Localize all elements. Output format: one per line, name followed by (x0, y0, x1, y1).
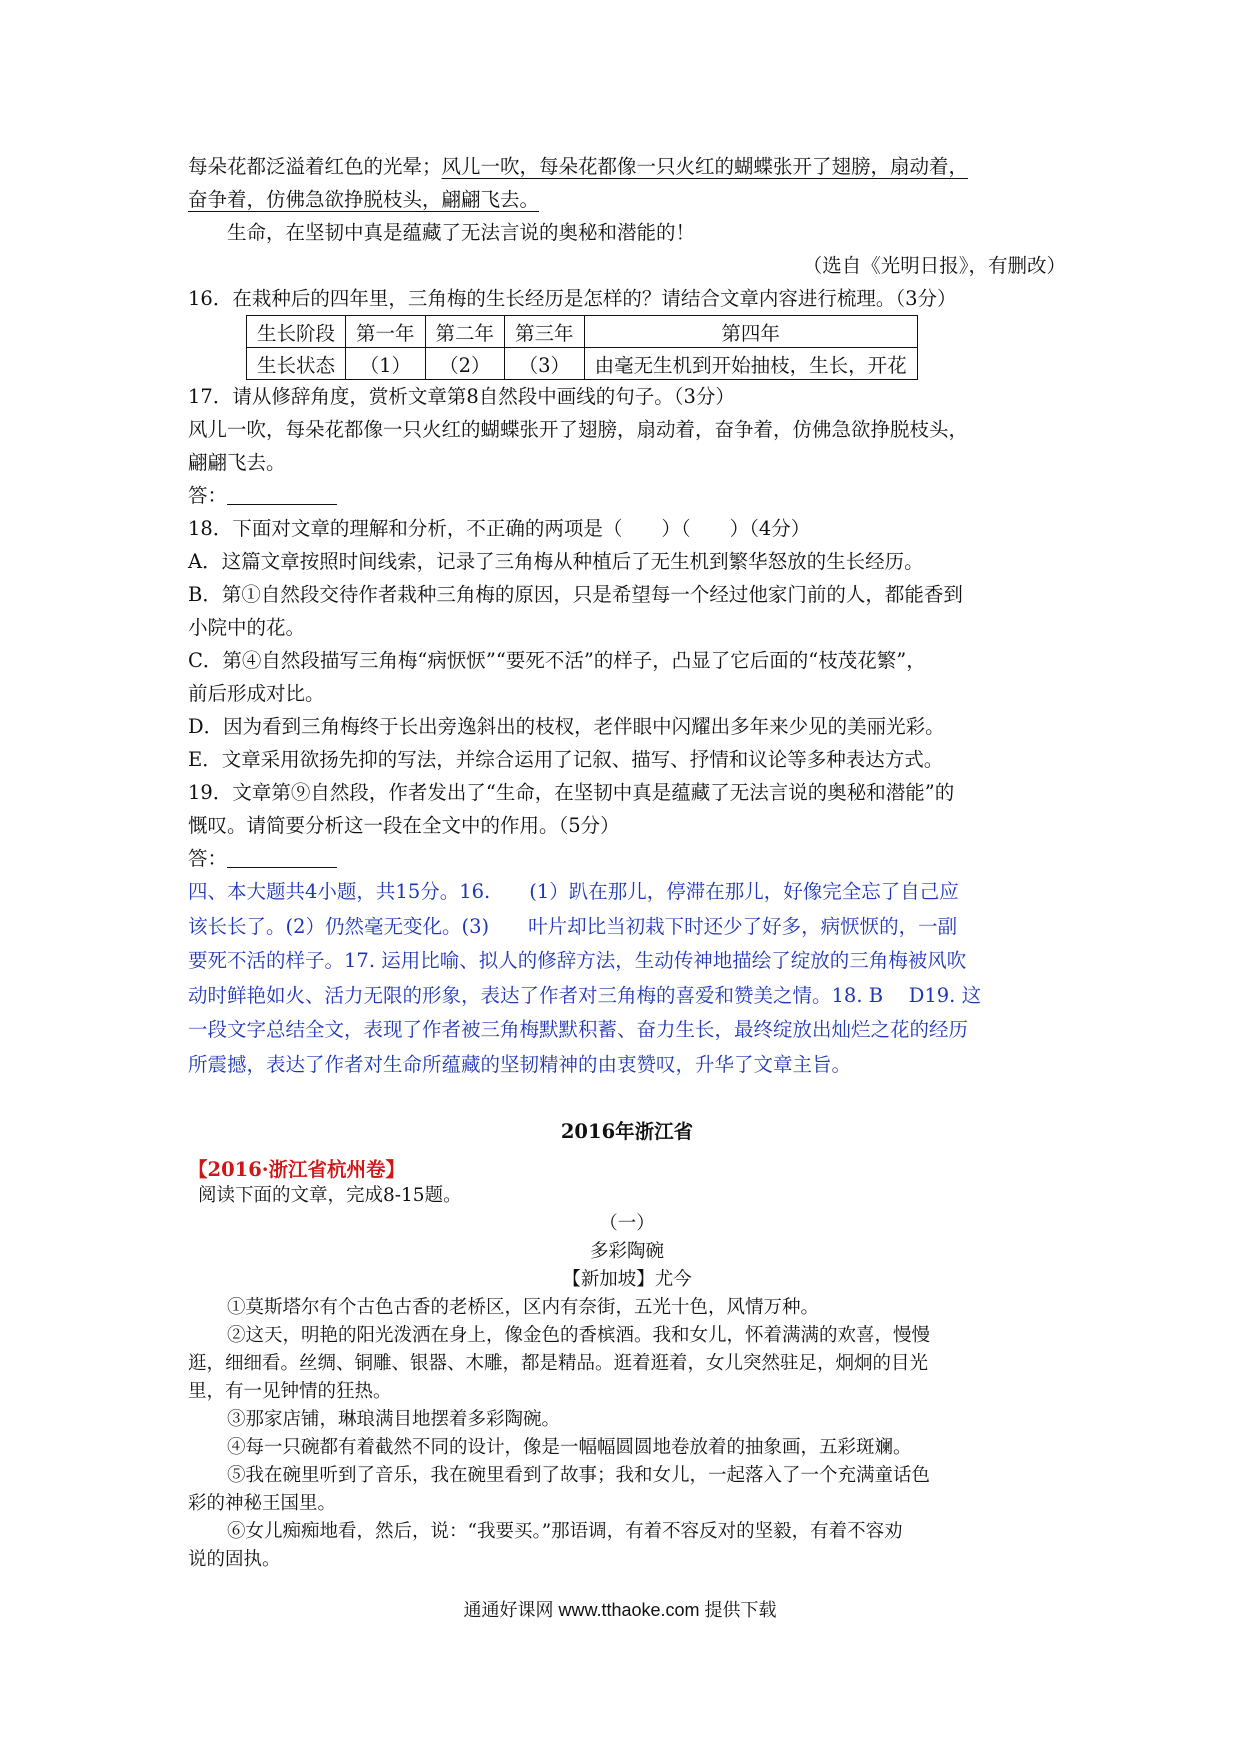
quoted-sentence: 风儿一吹，每朵花都像一只火红的蝴蝶张开了翅膀，扇动着，奋争着，仿佛急欲挣脱枝头， (188, 418, 969, 441)
table-cell: 第四年 (584, 316, 917, 348)
passage-closing: 生命，在坚韧中真是蕴藏了无法言说的奥秘和潜能的！ (227, 221, 696, 244)
answer-key-line: 该长长了。(2）仍然毫无变化。(3) 叶片却比当初栽下时还少了好多，病恹恹的，一副 (188, 914, 958, 938)
question-16: 16．在栽种后的四年里，三角梅的生长经历是怎样的？请结合文章内容进行梳理。（3分） (188, 287, 957, 310)
option-c: C．第④自然段描写三角梅“病恹恹”“要死不活”的样子，凸显了它后面的“枝茂花繁”， (188, 649, 926, 672)
option-e: E．文章采用欲扬先抑的写法，并综合运用了记叙、描写、抒情和议论等多种表达方式。 (188, 748, 944, 771)
article-author: 【新加坡】尤今 (562, 1269, 692, 1290)
table-cell: 生长阶段 (247, 316, 346, 348)
option-d: D．因为看到三角梅终于长出旁逸斜出的枝杈，老伴眼中闪耀出多年来少见的美丽光彩。 (188, 715, 945, 738)
table-row (247, 348, 918, 380)
instruction: 阅读下面的文章，完成8-15题。 (198, 1185, 462, 1206)
article-title: 多彩陶碗 (589, 1241, 664, 1262)
table-cell: 第一年 (346, 316, 426, 348)
table-header-row (247, 316, 918, 348)
paragraph-cont: 里，有一见钟情的狂热。 (188, 1381, 392, 1402)
option-b-cont: 小院中的花。 (188, 616, 306, 639)
option-a: A．这篇文章按照时间线索，记录了三角梅从种植后了无生机到繁华怒放的生长经历。 (188, 550, 924, 573)
answer-key-line: 要死不活的样子。17. 运用比喻、拟人的修辞方法，生动传神地描绘了绽放的三角梅被风吹 (188, 949, 967, 972)
passage-text: 每朵花都泛溢着红色的光晕； (188, 155, 442, 178)
paragraph: ⑤我在碗里听到了音乐，我在碗里看到了故事；我和女儿，一起落入了一个充满童话色 (227, 1465, 931, 1486)
table-cell: （1） (346, 348, 426, 380)
paragraph-cont: 逛，细细看。丝绸、铜雕、银器、木雕，都是精品。逛着逛着，女儿突然驻足，炯炯的目光 (188, 1353, 929, 1374)
paragraph: ②这天，明艳的阳光泼洒在身上，像金色的香槟酒。我和女儿，怀着满满的欢喜，慢慢 (227, 1325, 931, 1346)
paragraph: ⑥女儿痴痴地看，然后，说：“我要买。”那语调，有着不容反对的坚毅，有着不容劝 (227, 1521, 903, 1542)
paragraph-cont: 说的固执。 (188, 1549, 281, 1570)
answer-label: 答： (188, 484, 228, 507)
passage-line (188, 183, 1066, 216)
table-cell: （2） (425, 348, 505, 380)
question-17: 17．请从修辞角度，赏析文章第8自然段中画线的句子。（3分） (188, 385, 735, 408)
part-label: （一） (599, 1213, 655, 1234)
page-footer: 通通好课网 www.tthaoke.com 提供下载 (463, 1600, 777, 1620)
table-cell: 生长状态 (247, 348, 346, 380)
passage-source: （选自《光明日报》，有删改） (802, 254, 1066, 277)
exam-tag: 【2016·浙江省杭州卷】 (188, 1158, 406, 1181)
answer-line (188, 842, 1066, 875)
underlined-sentence: 奋争着，仿佛急欲挣脱枝头，翩翩飞去。 (188, 188, 540, 211)
table-cell: 第二年 (425, 316, 505, 348)
answer-blank[interactable] (227, 848, 337, 869)
question-19: 19．文章第⑨自然段，作者发出了“生命，在坚韧中真是蕴藏了无法言说的奥秘和潜能”的 (188, 781, 955, 804)
underlined-sentence: 风儿一吹，每朵花都像一只火红的蝴蝶张开了翅膀，扇动着， (441, 155, 969, 178)
answer-blank[interactable] (227, 485, 337, 506)
table-cell: 由毫无生机到开始抽枝，生长，开花 (584, 348, 917, 380)
answer-key-line: 一段文字总结全文，表现了作者被三角梅默默积蓄、奋力生长，最终绽放出灿烂之花的经历 (188, 1018, 969, 1041)
question-19-cont: 慨叹。请简要分析这一段在全文中的作用。（5分） (188, 814, 620, 837)
quoted-sentence: 翩翩飞去。 (188, 451, 286, 474)
answer-line (188, 479, 1066, 512)
table-cell: 第三年 (505, 316, 585, 348)
table-cell: （3） (505, 348, 585, 380)
option-c-cont: 前后形成对比。 (188, 682, 325, 705)
document-page (188, 150, 1066, 1574)
section-title: 2016年浙江省 (560, 1120, 694, 1143)
growth-table (246, 315, 918, 380)
answer-label: 答： (188, 847, 228, 870)
answer-key (188, 875, 1066, 1082)
passage-line (188, 150, 1066, 183)
paragraph-cont: 彩的神秘王国里。 (188, 1493, 337, 1514)
answer-key-line: 动时鲜艳如火、活力无限的形象，表达了作者对三角梅的喜爱和赞美之情。18. B D19. 这 (188, 983, 982, 1007)
option-b: B．第①自然段交待作者栽种三角梅的原因，只是希望每一个经过他家门前的人，都能香到 (188, 583, 963, 606)
question-18: 18．下面对文章的理解和分析，不正确的两项是（ ）（ ）（4分） (188, 517, 811, 540)
paragraph: ③那家店铺，琳琅满目地摆着多彩陶碗。 (227, 1409, 561, 1430)
answer-key-line: 所震撼，表达了作者对生命所蕴藏的坚韧精神的由衷赞叹，升华了文章主旨。 (188, 1052, 852, 1076)
paragraph: ④每一只碗都有着截然不同的设计，像是一幅幅圆圆地卷放着的抽象画，五彩斑斓。 (227, 1437, 912, 1458)
answer-key-line: 四、本大题共4小题，共15分。16. (1）趴在那儿，停滞在那儿，好像完全忘了自己应 (188, 880, 959, 903)
paragraph: ①莫斯塔尔有个古色古香的老桥区，区内有奈街，五光十色，风情万种。 (227, 1297, 820, 1318)
